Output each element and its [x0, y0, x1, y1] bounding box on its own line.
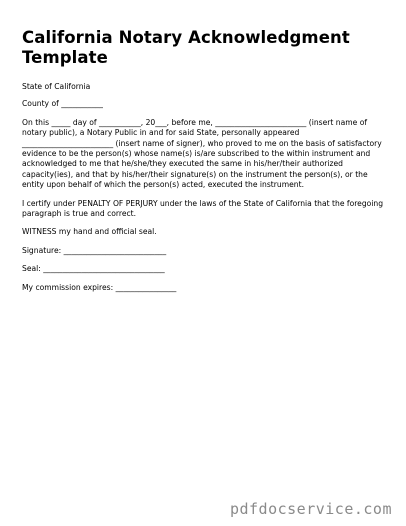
- acknowledgment-paragraph: On this _____ day of ___________, 20___, before me, ________________________ (insert name of notary public), a Notary Public in and for said State, personally appeared ________________________ (insert name of signer), who proved to me on the basis of satisfactory evidence to be the person(s) whose name(s) is/are subscribed to the within instrument and acknowledged to me that he/she/they executed the same in his/her/their authorized capacity(ies), and that by his/her/their signature(s) on the instrument the person(s), or the entity upon behalf of which the person(s) acted, executed the instrument.: [22, 117, 382, 190]
- seal-line: Seal: ________________________________: [22, 264, 165, 274]
- county-line: County of ___________: [22, 99, 103, 109]
- site-watermark: pdfdocservice.com: [229, 500, 392, 518]
- perjury-paragraph: I certify under PENALTY OF PERJURY under the laws of the State of California that the foregoing paragraph is true and correct.: [22, 198, 384, 219]
- signature-line: Signature: ___________________________: [22, 245, 167, 255]
- document-page: [22, 28, 392, 301]
- commission-expires-line: My commission expires: ________________: [22, 282, 177, 292]
- witness-line: WITNESS my hand and official seal.: [22, 227, 157, 237]
- state-line: State of California: [22, 82, 91, 91]
- document-title: California Notary Acknowledgment Template: [22, 28, 350, 67]
